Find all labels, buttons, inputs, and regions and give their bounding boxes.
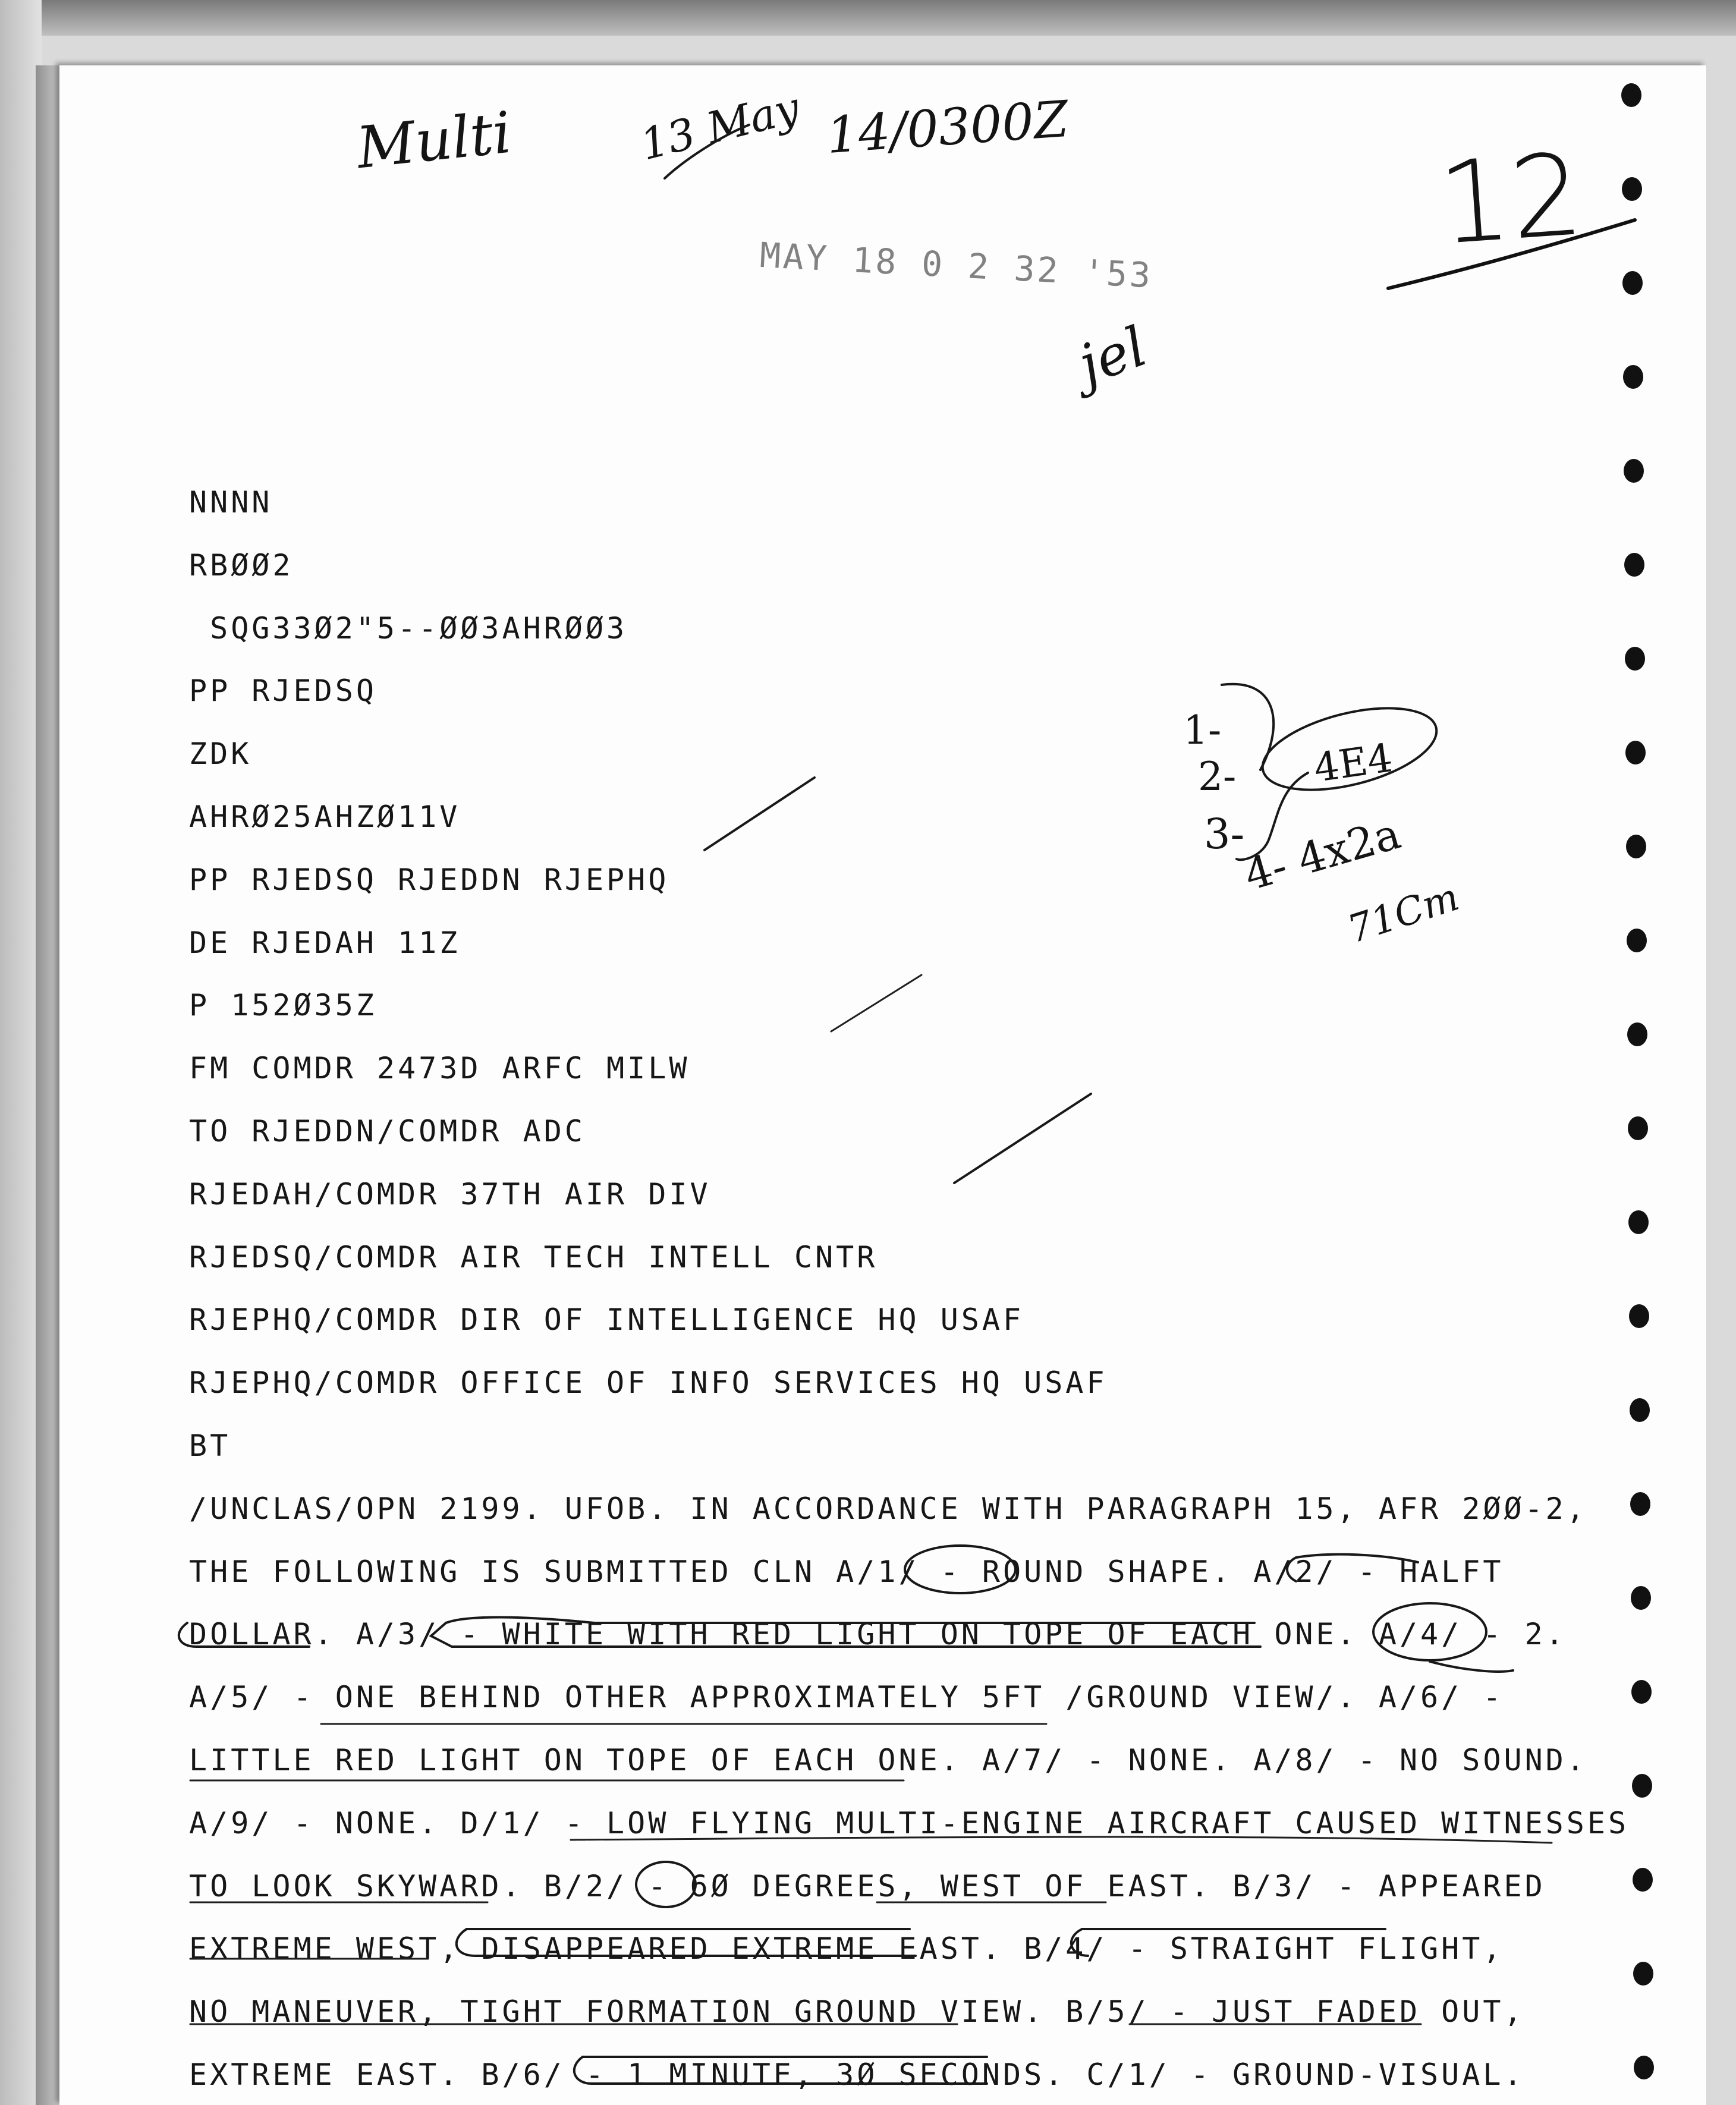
code-circle (1254, 693, 1445, 805)
bracket-straight (1071, 1929, 1088, 1956)
pen-stroke (954, 1094, 1091, 1183)
bracket-white (446, 1618, 1254, 1623)
pen-stroke (665, 125, 749, 178)
margin-list-item-4: 4- 4x2a (1238, 808, 1406, 901)
message-line: TO LOOK SKYWARD. B/2/ - 6Ø DEGREES, WEST OF EAST. B/3/ - APPEARED (189, 1868, 1546, 1903)
pen-stroke (1430, 1662, 1513, 1672)
message-line: THE FOLLOWING IS SUBMITTED CLN A/1/ - ROUND SHAPE. A/2/ - HALFT (189, 1554, 1504, 1589)
margin-list-item-2: 2- (1198, 754, 1237, 800)
message-line: RJEPHQ/COMDR OFFICE OF INFO SERVICES HQ USAF (189, 1365, 1108, 1401)
bracket-dollar (179, 1623, 309, 1647)
bracket-halft (1287, 1557, 1296, 1581)
message-line: DOLLAR. A/3/ - WHITE WITH RED LIGHT ON TOPE OF EACH ONE. A/4/ - 2. (189, 1617, 1567, 1652)
received-date-stamp: MAY 18 0 2 32 '53 (759, 235, 1154, 296)
message-line: AHRØ25AHZØ11V (189, 799, 461, 834)
underline (571, 1837, 1552, 1843)
circle-two (1373, 1603, 1486, 1660)
message-line: EXTREME WEST, DISAPPEARED EXTREME EAST. B/4/ - STRAIGHT FLIGHT, (189, 1931, 1504, 1966)
message-line: DE RJEDAH 11Z (189, 925, 461, 960)
handwritten-page-number: 12 (1434, 128, 1587, 270)
message-line: NO MANEUVER, TIGHT FORMATION GROUND VIEW. B/5/ - JUST FADED OUT, (189, 1994, 1525, 2030)
circle-round (905, 1546, 1015, 1593)
margin-bracket (1237, 773, 1308, 860)
message-line: FM COMDR 2473D ARFC MILW (189, 1051, 690, 1086)
page-number-underline (1388, 220, 1635, 288)
bracket-white (431, 1623, 1260, 1647)
message-line: RJEDAH/COMDR 37TH AIR DIV (189, 1176, 711, 1212)
message-line: P 152Ø35Z (189, 988, 377, 1023)
handwritten-multi: Multi (353, 99, 515, 182)
circle-sixty (636, 1862, 696, 1907)
message-line: RJEPHQ/COMDR DIR OF INTELLIGENCE HQ USAF (189, 1302, 1024, 1338)
bracket-halft (1296, 1555, 1418, 1562)
margin-note: 71Cm (1342, 875, 1464, 952)
handwritten-date: 13 May (635, 82, 804, 170)
handwritten-time: 14/0300Z (825, 89, 1071, 165)
message-line: EXTREME EAST. B/6/ - 1 MINUTE, 3Ø SECONDS. C/1/ - GROUND-VISUAL. (189, 2057, 1525, 2092)
message-line: PP RJEDSQ (189, 674, 377, 709)
handwritten-initials: jel (1070, 314, 1155, 397)
pen-stroke (831, 975, 922, 1031)
message-line: /UNCLAS/OPN 2199. UFOB. IN ACCORDANCE WITH PARAGRAPH 15, AFR 2ØØ-2, (189, 1491, 1587, 1526)
circled-code: 4E4 (1311, 735, 1395, 791)
message-line: NNNN (189, 485, 273, 520)
message-line: PP RJEDSQ RJEDDN RJEPHQ (189, 862, 669, 897)
message-line: RBØØ2 (189, 548, 294, 583)
bracket-minute (574, 2057, 987, 2084)
pen-stroke (705, 778, 814, 850)
message-line: LITTLE RED LIGHT ON TOPE OF EACH ONE. A/7/ - NONE. A/8/ - NO SOUND. (189, 1742, 1587, 1777)
message-line: SQG33Ø2"5--ØØ3AHRØØ3 (189, 611, 628, 646)
message-line: BT (189, 1428, 231, 1463)
message-line: RJEDSQ/COMDR AIR TECH INTELL CNTR (189, 1239, 878, 1275)
margin-list-item-3: 3- (1204, 810, 1245, 858)
margin-list-item-1: 1- (1183, 707, 1222, 753)
message-line: A/9/ - NONE. D/1/ - LOW FLYING MULTI-ENGINE AIRCRAFT CAUSED WITNESSES (189, 1805, 1630, 1840)
message-line: ZDK (189, 737, 252, 772)
message-line: A/5/ - ONE BEHIND OTHER APPROXIMATELY 5FT /GROUND VIEW/. A/6/ - (189, 1680, 1504, 1715)
message-line: TO RJEDDN/COMDR ADC (189, 1113, 586, 1149)
bracket-disappeared (457, 1929, 916, 1956)
